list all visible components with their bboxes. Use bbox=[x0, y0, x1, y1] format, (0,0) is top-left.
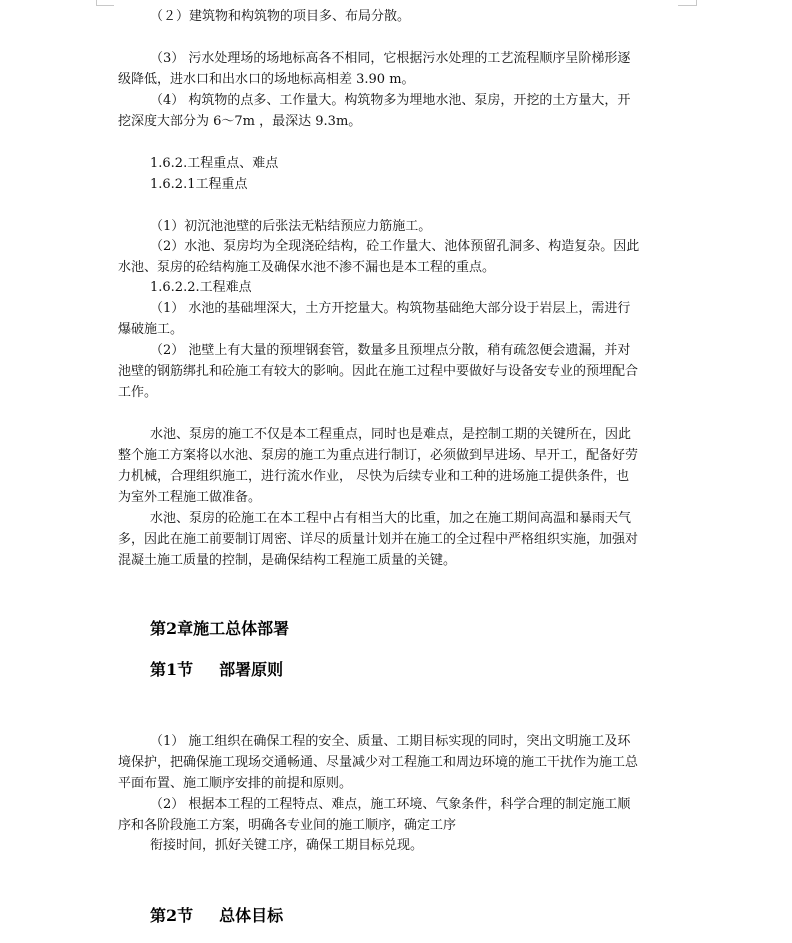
paragraph-line: 工作。 bbox=[118, 385, 158, 400]
paragraph-line: 力机械，合理组织施工，进行流水作业， 尽快为后续专业和工种的进场施工提供条件，也 bbox=[118, 469, 630, 484]
paragraph-line: 水池、泵房的砼施工在本工程中占有相当大的比重，加之在施工期间高温和暴雨天气 bbox=[150, 511, 632, 526]
paragraph-line: （2）水池、泵房均为全现浇砼结构，砼工作量大、池体预留孔洞多、构造复杂。因此 bbox=[150, 239, 640, 254]
section-number: 第1节 bbox=[150, 660, 194, 679]
paragraph-line: 多，因此在施工前要制订周密、详尽的质量计划并在施工的全过程中严格组织实施，加强对 bbox=[118, 532, 639, 547]
paragraph-line: （２）建筑物和构筑物的项目多、布局分散。 bbox=[150, 9, 411, 24]
paragraph-line: 混凝土施工质量的控制，是确保结构工程施工质量的关键。 bbox=[118, 553, 457, 568]
paragraph-line: （2） 根据本工程的工程特点、难点，施工环境、气象条件，科学合理的制定施工顺 bbox=[150, 797, 631, 812]
section-title: 部署原则 bbox=[219, 660, 284, 679]
paragraph-line: （4） 构筑物的点多、工作量大。构筑物多为埋地水池、泵房，开挖的土方量大，开 bbox=[150, 93, 631, 108]
paragraph-line: 级降低，进水口和出水口的场地标高相差 3.90 m。 bbox=[118, 72, 415, 87]
paragraph-line: （1） 施工组织在确保工程的安全、质量、工期目标实现的同时，突出文明施工及环 bbox=[150, 734, 631, 749]
paragraph-line: 水池、泵房的砼结构施工及确保水池不渗不漏也是本工程的重点。 bbox=[118, 260, 496, 275]
paragraph-line: （1）初沉池池壁的后张法无粘结预应力筋施工。 bbox=[150, 219, 432, 234]
paragraph-line: （1） 水池的基础埋深大，土方开挖量大。构筑物基础绝大部分设于岩层上，需进行 bbox=[150, 301, 631, 316]
section-heading: 1.6.2.工程重点、难点 bbox=[150, 156, 279, 171]
section-heading: 1.6.2.2.工程难点 bbox=[150, 280, 252, 295]
section-title: 总体目标 bbox=[219, 906, 284, 925]
paragraph-line: 境保护，把确保施工现场交通畅通、尽量减少对工程施工和周边环境的施工干扰作为施工总 bbox=[118, 755, 639, 770]
section-heading-1 bbox=[150, 660, 283, 680]
paragraph-line: 水池、泵房的施工不仅是本工程重点，同时也是难点，是控制工期的关键所在，因此 bbox=[150, 427, 632, 442]
section-heading-2 bbox=[150, 906, 283, 926]
paragraph-line: 序和各阶段施工方案，明确各专业间的施工顺序，确定工序 bbox=[118, 818, 457, 833]
paragraph-line: 平面布置、施工顺序安排的前提和原则。 bbox=[118, 776, 353, 791]
paragraph-line: 整个施工方案将以水池、泵房的施工为重点进行制订，必须做到早进场、早开工，配备好劳 bbox=[118, 448, 639, 463]
paragraph-line: 挖深度大部分为 6～7m ，最深达 9.3m。 bbox=[118, 114, 362, 129]
paragraph-line: 衔接时间，抓好关键工序，确保工期目标兑现。 bbox=[150, 838, 424, 853]
paragraph-line: 池壁的钢筋绑扎和砼施工有较大的影响。因此在施工过程中要做好与设备安专业的预埋配合 bbox=[118, 364, 639, 379]
paragraph-line: 为室外工程施工做准备。 bbox=[118, 490, 262, 505]
paragraph-line: （2） 池壁上有大量的预埋钢套管，数量多且预埋点分散，稍有疏忽便会遗漏，并对 bbox=[150, 343, 631, 358]
paragraph-line: （3） 污水处理场的场地标高各不相同，它根据污水处理的工艺流程顺序呈阶梯形逐 bbox=[150, 51, 631, 66]
chapter-heading: 第2章施工总体部署 bbox=[150, 619, 290, 638]
paragraph-line: 爆破施工。 bbox=[118, 322, 184, 337]
section-heading: 1.6.2.1工程重点 bbox=[150, 177, 248, 192]
section-number: 第2节 bbox=[150, 906, 194, 925]
